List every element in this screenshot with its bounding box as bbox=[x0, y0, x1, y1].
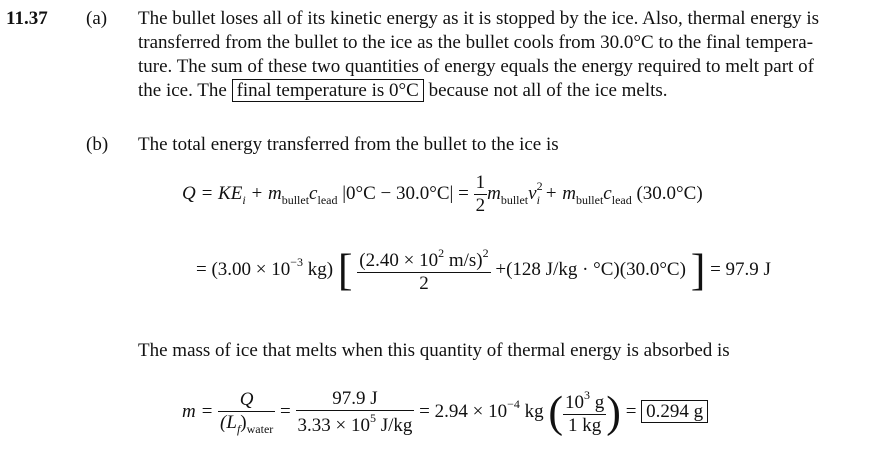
part-a-line-2: transferred from the bullet to the ice as the bullet cools from 30.0°C to the final tempera- bbox=[138, 32, 814, 53]
eq1-c-sub: lead bbox=[317, 192, 338, 207]
eq3-frac1: $\frac{Q}{(L_f)_{water}}$ bbox=[220, 388, 274, 436]
eq1-c: c bbox=[309, 182, 318, 204]
boxed-answer-a: final temperature is 0°C bbox=[232, 79, 424, 102]
eq3-mid-exp: −4 bbox=[507, 396, 520, 411]
part-a-line-4-pre: the ice. The bbox=[138, 80, 227, 101]
eq1-lhs: Q = KE bbox=[182, 182, 243, 204]
eq2-second-term: +(128 J/kg · °C)(30.0°C) bbox=[495, 258, 686, 280]
part-b-intro: The total energy transferred from the bullet to the ice is bbox=[138, 134, 559, 155]
part-a-line-4-post: because not all of the ice melts. bbox=[428, 80, 668, 101]
right-bracket: ] bbox=[690, 245, 706, 295]
eq1-lhs-sub: i bbox=[242, 192, 246, 207]
eq3-lhs: m = bbox=[182, 400, 214, 422]
right-paren: ) bbox=[606, 387, 621, 437]
eq1-term-m-sub: bullet bbox=[500, 192, 529, 207]
equation-energy-sum bbox=[182, 172, 703, 217]
eq3-frac2: $\frac{97.9 J}{3.33 \times 10^5 J/kg}$ bbox=[297, 388, 413, 436]
eq3-eq: = bbox=[280, 400, 291, 422]
boxed-answer-b: 0.294 g bbox=[641, 400, 708, 423]
eq1-m-sub: bullet bbox=[281, 192, 310, 207]
part-b-label: (b) bbox=[86, 134, 109, 155]
part-a-line-4 bbox=[138, 80, 668, 102]
eq1-c2-sub: lead bbox=[611, 192, 632, 207]
eq1-plus2: + m bbox=[544, 182, 576, 204]
eq1-m2-sub: bullet bbox=[575, 192, 604, 207]
mass-intro: The mass of ice that melts when this quantity of thermal energy is absorbed is bbox=[138, 340, 730, 361]
problem-number: 11.37 bbox=[6, 8, 48, 29]
eq3-eq-final: = bbox=[625, 400, 637, 422]
eq1-term-m: m bbox=[487, 182, 501, 204]
eq1-term-v-sub: i bbox=[536, 192, 540, 207]
left-bracket: [ bbox=[337, 245, 353, 295]
eq2-exp1: −3 bbox=[290, 254, 304, 269]
eq3-mid: = 2.94 × 10 bbox=[419, 400, 508, 422]
part-a-line-3: ture. The sum of these two quantities of energy equals the energy required to melt part of bbox=[138, 56, 814, 77]
eq2-result: = 97.9 J bbox=[710, 258, 771, 280]
eq1-half: $\frac{1}{2}$ bbox=[475, 172, 486, 216]
eq1-abs: |0°C − 30.0°C| = bbox=[342, 182, 469, 204]
eq1-tail: (30.0°C) bbox=[636, 182, 703, 204]
equation-mass bbox=[182, 388, 708, 437]
eq1-term-v: v bbox=[528, 182, 537, 204]
equation-numeric bbox=[196, 246, 771, 295]
eq1-c2: c bbox=[603, 182, 612, 204]
eq3-conversion: $\frac{10^3 g}{1 kg}$ bbox=[565, 388, 605, 436]
left-paren: ( bbox=[548, 387, 564, 437]
eq2-fraction: $\frac{(2.40 \times 10^2 m/s)^2}{2}$ bbox=[359, 246, 489, 294]
eq2-unit1: kg) bbox=[307, 258, 334, 280]
part-a-line-1: The bullet loses all of its kinetic energy as it is stopped by the ice. Also, thermal energy is bbox=[138, 8, 820, 29]
eq3-mid-unit: kg bbox=[524, 400, 544, 422]
eq1-m: + m bbox=[250, 182, 282, 204]
part-a-label: (a) bbox=[86, 8, 108, 29]
eq1-term-v-sup: 2 bbox=[536, 178, 543, 193]
eq2-prefix: = (3.00 × 10 bbox=[196, 258, 291, 280]
